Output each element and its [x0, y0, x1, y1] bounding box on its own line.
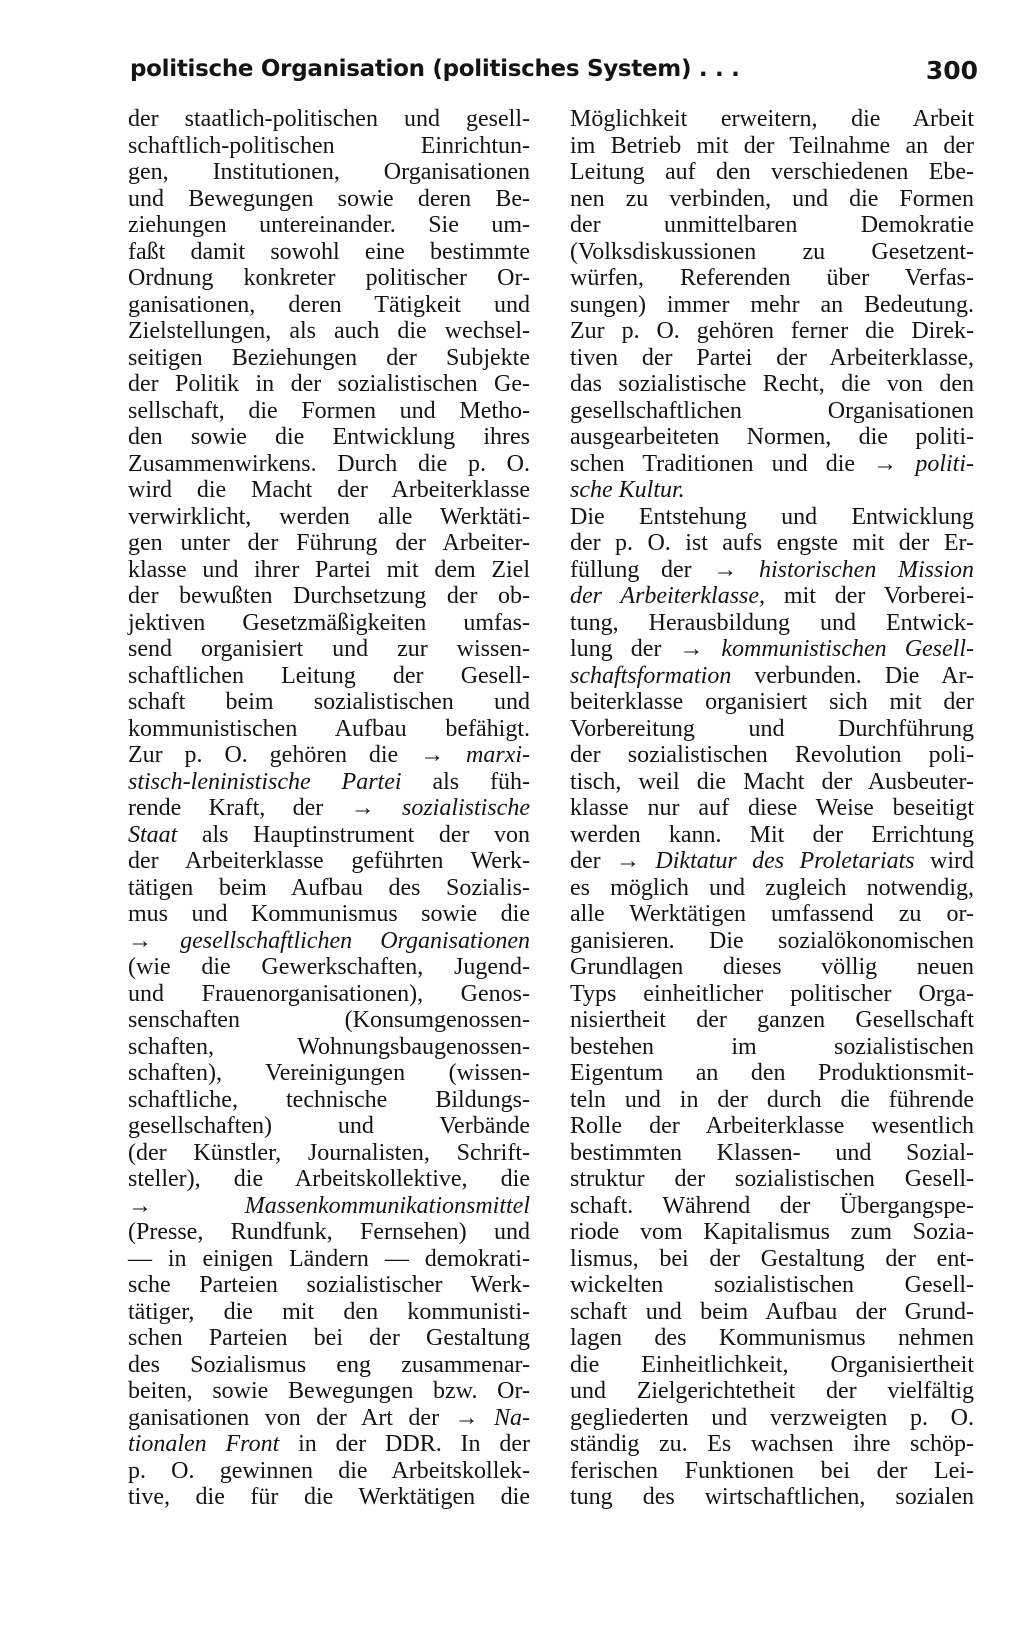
line-text: Die Entstehung und Entwicklung	[570, 503, 974, 530]
italic-crossref-text: historischen Mission	[758, 556, 974, 583]
text-line	[128, 1299, 530, 1326]
line-text: und Frauenorganisationen), Genos-	[128, 980, 530, 1007]
italic-crossref-text: Massenkommunikationsmittel	[244, 1192, 530, 1219]
line-text: Zur p. O. gehören ferner die Direk-	[570, 318, 974, 344]
text-line	[128, 1458, 530, 1485]
line-text: tung des wirtschaftlichen, sozialen	[570, 1484, 974, 1510]
line-text: lagen des Kommunismus nehmen	[570, 1325, 974, 1351]
text-line	[570, 1458, 974, 1485]
italic-crossref-text: schaftsformation	[570, 662, 732, 689]
text-line	[128, 1484, 530, 1511]
text-line	[128, 239, 530, 266]
text-line	[128, 954, 530, 981]
line-text: die Einheitlichkeit, Organisiertheit	[570, 1351, 974, 1378]
text-line	[128, 371, 530, 398]
text-line	[128, 636, 530, 663]
text-line	[570, 1060, 974, 1087]
italic-crossref-text: Diktatur des Proletariats	[655, 848, 915, 874]
line-text: gegliederten und verzweigten p. O.	[570, 1404, 974, 1431]
text-line	[128, 1272, 530, 1299]
line-text: klasse nur auf diese Weise beseitigt	[570, 795, 974, 821]
italic-crossref-text: gesellschaftlichen Organisationen	[180, 927, 530, 954]
line-text: seitigen Beziehungen der Subjekte	[128, 344, 530, 371]
line-text: und Bewegungen sowie deren Be-	[128, 185, 530, 212]
line-text: als Hauptinstrument der von	[177, 821, 530, 848]
text-line	[128, 451, 530, 478]
italic-crossref-text: Na-	[494, 1404, 530, 1431]
italic-crossref-text: stisch-leninistische Partei	[128, 768, 402, 795]
line-text: (der Künstler, Journalisten, Schrift-	[128, 1139, 530, 1166]
line-text: tiven der Partei der Arbeiterklasse,	[570, 344, 974, 371]
text-line	[570, 954, 974, 981]
text-line	[570, 1193, 974, 1220]
line-text: rende Kraft, der →	[128, 795, 402, 821]
text-line	[570, 689, 974, 716]
line-text: klasse und ihrer Partei mit dem Ziel	[128, 556, 530, 583]
text-line	[128, 398, 530, 425]
text-line	[128, 610, 530, 637]
line-text: Möglichkeit erweitern, die Arbeit	[570, 106, 974, 132]
text-line	[570, 1431, 974, 1458]
line-text: schaftlichen Leitung der Gesell-	[128, 662, 530, 689]
line-text: schaften, Wohnungsbaugenossen-	[128, 1033, 530, 1060]
italic-crossref-text: kommunistischen Gesell-	[721, 636, 975, 662]
line-text: der staatlich-politischen und gesell-	[128, 106, 530, 132]
text-line	[570, 875, 974, 902]
text-line	[570, 186, 974, 213]
line-text: tive, die für die Werktätigen die	[128, 1484, 530, 1510]
text-line	[128, 159, 530, 186]
text-line	[570, 1034, 974, 1061]
text-line	[128, 530, 530, 557]
text-line	[570, 822, 974, 849]
line-text: sellschaft, die Formen und Metho-	[128, 397, 530, 424]
text-line	[570, 530, 974, 557]
line-text: der bewußten Durchsetzung der ob-	[128, 583, 530, 609]
line-text: schaft und beim Aufbau der Grund-	[570, 1298, 974, 1325]
line-text: ständig zu. Es wachsen ihre schöp-	[570, 1431, 974, 1457]
line-text: der Politik in der sozialistischen Ge-	[128, 371, 530, 397]
line-text: nisiertheit der ganzen Gesellschaft	[570, 1007, 974, 1033]
line-text: das sozialistische Recht, die von den	[570, 371, 974, 397]
line-text: wird	[914, 848, 974, 874]
line-text: teln und in der durch die führende	[570, 1086, 974, 1113]
text-line	[570, 1007, 974, 1034]
text-line	[570, 133, 974, 160]
text-line	[570, 451, 974, 478]
text-line	[128, 1007, 530, 1034]
line-text: sche Parteien sozialistischer Werk-	[128, 1272, 530, 1298]
line-text: in der DDR. In der	[279, 1431, 531, 1457]
text-line	[570, 239, 974, 266]
line-text: →	[128, 927, 181, 954]
text-line	[128, 1378, 530, 1405]
text-line	[128, 689, 530, 716]
line-text: ausgearbeiteten Normen, die politi-	[570, 424, 974, 450]
text-line	[570, 1166, 974, 1193]
line-text: riode vom Kapitalismus zum Sozia-	[570, 1219, 974, 1245]
line-text: nen zu verbinden, und die Formen	[570, 185, 974, 212]
line-text: beiten, sowie Bewegungen bzw. Or-	[128, 1378, 530, 1404]
line-text: verwirklicht, werden alle Werktäti-	[128, 503, 530, 530]
text-line	[570, 1325, 974, 1352]
line-text: bestimmten Klassen- und Sozial-	[570, 1139, 974, 1166]
italic-crossref-text: tionalen Front	[128, 1431, 280, 1457]
line-text: der sozialistischen Revolution poli-	[570, 742, 974, 768]
line-text: tung, Herausbildung und Entwick-	[570, 609, 974, 636]
text-line	[128, 1325, 530, 1352]
text-line	[128, 1193, 530, 1220]
text-line	[570, 424, 974, 451]
line-text: lismus, bei der Gestaltung der ent-	[570, 1245, 974, 1272]
text-line	[570, 1352, 974, 1379]
line-text: wird die Macht der Arbeiterklasse	[128, 477, 530, 503]
text-line	[570, 848, 974, 875]
line-text: tätigen beim Aufbau des Sozialis-	[128, 874, 530, 901]
text-line	[128, 186, 530, 213]
line-text: Rolle der Arbeiterklasse wesentlich	[570, 1113, 974, 1139]
text-line	[570, 716, 974, 743]
right-text-column	[570, 106, 974, 1511]
text-line	[128, 875, 530, 902]
line-text: send organisiert und zur wissen-	[128, 636, 530, 662]
line-text: den sowie die Entwicklung ihres	[128, 424, 530, 450]
text-line	[128, 583, 530, 610]
text-line	[570, 795, 974, 822]
text-line	[570, 769, 974, 796]
text-line	[128, 1352, 530, 1379]
text-line	[128, 212, 530, 239]
line-text: gesellschaften) und Verbände	[128, 1113, 530, 1139]
line-text: kommunistischen Aufbau befähigt.	[128, 715, 530, 742]
line-text: Typs einheitlicher politischer Orga-	[570, 980, 974, 1007]
line-text: Grundlagen dieses völlig neuen	[570, 954, 974, 980]
line-text: schaft beim sozialistischen und	[128, 689, 530, 715]
text-line	[128, 292, 530, 319]
text-line	[128, 1140, 530, 1167]
line-text: schaftlich-politischen Einrichtun-	[128, 132, 530, 159]
text-line	[128, 928, 530, 955]
text-line	[128, 1219, 530, 1246]
line-text: faßt damit sowohl eine bestimmte	[128, 238, 530, 265]
line-text: als füh-	[401, 768, 530, 795]
italic-crossref-text: politi-	[915, 450, 974, 477]
text-line	[128, 557, 530, 584]
line-text: wickelten sozialistischen Gesell-	[570, 1272, 974, 1298]
header-title: politische Organisation (politisches System) . . .	[130, 56, 740, 82]
line-text: mit der Vorberei-	[765, 583, 974, 609]
text-line	[570, 212, 974, 239]
text-line	[128, 1246, 530, 1273]
text-line	[128, 795, 530, 822]
line-text: beiterklasse organisiert sich mit der	[570, 689, 974, 715]
text-line	[570, 610, 974, 637]
italic-crossref-text: sozialistische	[401, 795, 530, 821]
line-text: Leitung auf den verschiedenen Ebe-	[570, 159, 974, 185]
running-header	[130, 56, 978, 96]
text-line	[570, 1087, 974, 1114]
line-text: sungen) immer mehr an Bedeutung.	[570, 291, 974, 318]
line-text: Zur p. O. gehören die →	[128, 742, 467, 768]
italic-crossref-text: marxi-	[466, 742, 530, 768]
line-text: tisch, weil die Macht der Ausbeuter-	[570, 768, 974, 795]
text-line	[128, 1431, 530, 1458]
text-line	[128, 477, 530, 504]
line-text: der Arbeiterklasse geführten Werk-	[128, 848, 530, 874]
line-text: (Volksdiskussionen zu Gesetzent-	[570, 238, 974, 265]
text-line	[128, 424, 530, 451]
line-text: — in einigen Ländern — demokrati-	[128, 1245, 530, 1272]
line-text: lung der →	[570, 636, 722, 662]
text-line	[128, 1405, 530, 1432]
text-line	[128, 265, 530, 292]
line-text: Ordnung konkreter politischer Or-	[128, 265, 530, 291]
line-text: und Zielgerichtetheit der vielfältig	[570, 1378, 974, 1404]
page-number: 300	[925, 56, 978, 85]
text-line	[128, 318, 530, 345]
line-text: werden kann. Mit der Errichtung	[570, 821, 974, 848]
line-text: p. O. gewinnen die Arbeitskollek-	[128, 1457, 530, 1484]
line-text: der unmittelbaren Demokratie	[570, 212, 974, 238]
text-line	[570, 1299, 974, 1326]
text-line	[570, 663, 974, 690]
line-text: der p. O. ist aufs engste mit der Er-	[570, 530, 974, 556]
line-text: gesellschaftlichen Organisationen	[570, 397, 974, 424]
text-line	[570, 742, 974, 769]
text-line	[570, 159, 974, 186]
line-text: →	[128, 1192, 245, 1219]
line-text: ganisationen, deren Tätigkeit und	[128, 291, 530, 318]
line-text: Zusammenwirkens. Durch die p. O.	[128, 450, 530, 477]
text-line	[570, 1246, 974, 1273]
text-line	[570, 583, 974, 610]
italic-crossref-text: der Arbeiterklasse,	[570, 583, 766, 609]
line-text: (wie die Gewerkschaften, Jugend-	[128, 954, 530, 980]
text-line	[570, 504, 974, 531]
line-text: des Sozialismus eng zusammenar-	[128, 1351, 530, 1378]
line-text: gen, Institutionen, Organisationen	[128, 159, 530, 185]
text-line	[128, 769, 530, 796]
line-text: ganisieren. Die sozialökonomischen	[570, 927, 974, 954]
text-line	[128, 1034, 530, 1061]
text-line	[570, 1219, 974, 1246]
line-text: mus und Kommunismus sowie die	[128, 901, 530, 927]
line-text: Zielstellungen, als auch die wechsel-	[128, 318, 530, 344]
italic-crossref-text: sche Kultur.	[570, 477, 685, 503]
text-line	[570, 398, 974, 425]
text-line	[570, 265, 974, 292]
line-text: schaften), Vereinigungen (wissen-	[128, 1060, 530, 1086]
text-line	[128, 1113, 530, 1140]
line-text: würfen, Referenden über Verfas-	[570, 265, 974, 291]
line-text: schen Parteien bei der Gestaltung	[128, 1325, 530, 1351]
text-line	[128, 848, 530, 875]
line-text: Vorbereitung und Durchführung	[570, 715, 974, 742]
line-text: verbunden. Die Ar-	[731, 662, 974, 689]
text-line	[570, 371, 974, 398]
text-line	[570, 477, 974, 504]
text-line	[570, 1484, 974, 1511]
line-text: füllung der →	[570, 556, 759, 583]
line-text: (Presse, Rundfunk, Fernsehen) und	[128, 1219, 530, 1245]
text-line	[570, 1405, 974, 1432]
text-line	[128, 663, 530, 690]
text-line	[128, 106, 530, 133]
line-text: schaft. Während der Übergangspe-	[570, 1192, 974, 1219]
line-text: alle Werktätigen umfassend zu or-	[570, 901, 974, 927]
text-line	[570, 1272, 974, 1299]
text-line	[128, 345, 530, 372]
text-line	[570, 292, 974, 319]
text-line	[570, 636, 974, 663]
text-line	[570, 1113, 974, 1140]
line-text: ziehungen untereinander. Sie um-	[128, 212, 530, 238]
text-line	[128, 133, 530, 160]
text-line	[128, 901, 530, 928]
left-text-column	[128, 106, 530, 1511]
text-line	[128, 716, 530, 743]
text-line	[128, 1166, 530, 1193]
line-text: steller), die Arbeitskollektive, die	[128, 1166, 530, 1192]
text-line	[570, 345, 974, 372]
text-line	[128, 504, 530, 531]
line-text: gen unter der Führung der Arbeiter-	[128, 530, 530, 556]
text-line	[128, 1060, 530, 1087]
line-text: ganisationen von der Art der →	[128, 1404, 494, 1431]
line-text: ferischen Funktionen bei der Lei-	[570, 1457, 974, 1484]
text-line	[128, 1087, 530, 1114]
text-line	[570, 981, 974, 1008]
text-line	[570, 106, 974, 133]
text-line	[128, 822, 530, 849]
text-line	[570, 1140, 974, 1167]
text-line	[570, 1378, 974, 1405]
line-text: bestehen im sozialistischen	[570, 1033, 974, 1060]
line-text: Eigentum an den Produktionsmit-	[570, 1060, 974, 1086]
line-text: es möglich und zugleich notwendig,	[570, 874, 974, 901]
text-line	[570, 557, 974, 584]
line-text: schaftliche, technische Bildungs-	[128, 1086, 530, 1113]
text-line	[570, 901, 974, 928]
line-text: struktur der sozialistischen Gesell-	[570, 1166, 974, 1192]
text-line	[128, 742, 530, 769]
text-line	[570, 318, 974, 345]
line-text: im Betrieb mit der Teilnahme an der	[570, 132, 974, 159]
italic-crossref-text: Staat	[128, 821, 178, 848]
line-text: schen Traditionen und die →	[570, 450, 916, 477]
text-line	[570, 928, 974, 955]
line-text: der →	[570, 848, 656, 874]
line-text: tätiger, die mit den kommunisti-	[128, 1298, 530, 1325]
line-text: senschaften (Konsumgenossen-	[128, 1007, 530, 1033]
line-text: jektiven Gesetzmäßigkeiten umfas-	[128, 609, 530, 636]
text-line	[128, 981, 530, 1008]
